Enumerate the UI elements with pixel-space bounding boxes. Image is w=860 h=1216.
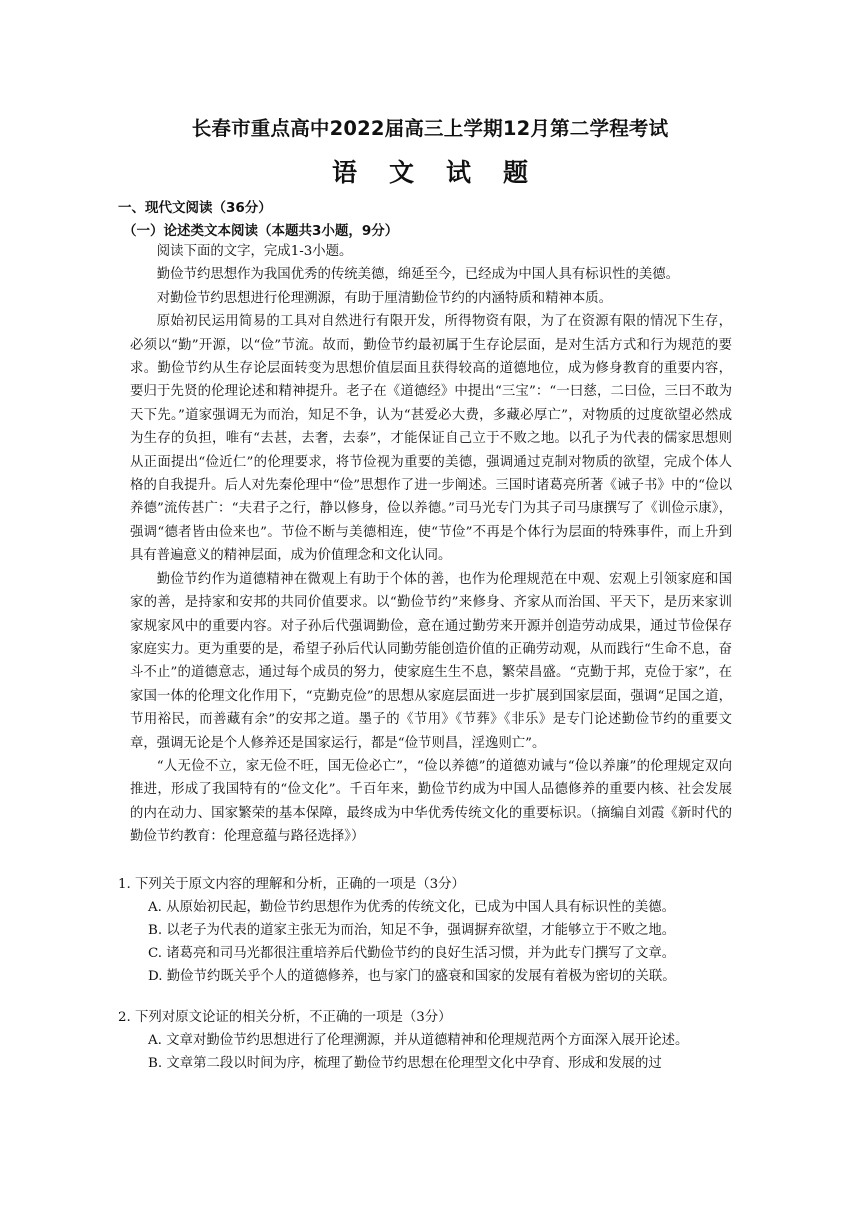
answer-option-b[interactable]: B. 文章第二段以时间为序，梳理了勤俭节约思想在伦理型文化中孕育、形成和发展的过 xyxy=(148,1056,662,1071)
reading-passage xyxy=(130,240,732,849)
passage-paragraph: 勤俭节约作为道德精神在微观上有助于个体的善，也作为伦理规范在中观、宏观上引领家庭和国家的善，是持家和安邦的共同价值要求。以“勤俭节约”来修身、齐家从而治国、平天下，是历来家训家规家风中的重要内容。对子孙后代强调勤俭，意在通过勤劳来开源并创造劳动成果，通过节俭保存家庭实力。更为重要的是，希望子孙后代认同勤劳能创造价值的正确劳动观，从而践行“生命不息，奋斗不止”的道德意志，通过每个成员的努力，使家庭生生不息，繁荣昌盛。“克勤于邦，克俭于家”，在家国一体的伦理文化作用下，“克勤克俭”的思想从家庭层面进一步扩展到国家层面，强调“足国之道，节用裕民，而善藏有余”的安邦之道。墨子的《节用》《节葬》《非乐》是专门论述勤俭节约的重要文章，强调无论是个人修养还是国家运行，都是“俭节则昌，淫逸则亡”。 xyxy=(130,571,732,751)
exam-subtitle: 语文试题 xyxy=(331,158,560,187)
answer-option-b[interactable]: B. 以老子为代表的道家主张无为而治，知足不争，强调摒弃欲望，才能够立于不败之地。 xyxy=(148,923,676,938)
passage-instruction: 阅读下面的文字，完成1-3小题。 xyxy=(156,244,353,259)
exam-title: 长春市重点高中2022届高三上学期12月第二学程考试 xyxy=(191,117,669,140)
passage-paragraph: 原始初民运用简易的工具对自然进行有限开发，所得物资有限，为了在资源有限的情况下生存，必须以“勤”开源，以“俭”节流。故而，勤俭节约最初属于生存论层面，是对生活方式和行为规范的要求。勤俭节约从生存论层面转变为思想价值层面且获得较高的道德地位，成为修身教育的重要内容，要归于先贤的伦理论述和精神提升。老子在《道德经》中提出“三宝”：“一曰慈，二曰俭，三曰不敢为天下先。”道家强调无为而治，知足不争，认为“甚爱必大费，多藏必厚亡”，对物质的过度欲望必然成为生存的负担，唯有“去甚，去奢，去泰”，才能保证自己立于不败之地。以孔子为代表的儒家思想则从正面提出“俭近仁”的伦理要求，将节俭视为重要的美德，强调通过克制对物质的欲望，完成个体人格的自我提升。后人对先秦伦理中“俭”思想作了进一步阐述。三国时诸葛亮所著《诫子书》中的“俭以养德”流传甚广：“夫君子之行，静以修身，俭以养德。”司马光专门为其子司马康撰写了《训俭示康》，强调“德者皆由俭来也”。节俭不断与美德相连，使“节俭”不再是个体行为层面的特殊事件，而上升到具有普遍意义的精神层面，成为价值理念和文化认同。 xyxy=(130,314,732,564)
question-1 xyxy=(118,873,732,988)
question-2 xyxy=(118,1006,732,1075)
section-heading-part1-sub: （一）论述类文本阅读（本题共3小题，9分） xyxy=(123,223,399,239)
answer-option-a[interactable]: A. 文章对勤俭节约思想进行了伦理溯源，并从道德精神和伦理规范两个方面深入展开论述。 xyxy=(148,1033,689,1048)
question-stem: 2. 下列对原文论证的相关分析，不正确的一项是（3分） xyxy=(118,1010,452,1025)
question-stem: 1. 下列关于原文内容的理解和分析，正确的一项是（3分） xyxy=(118,877,465,892)
answer-option-c[interactable]: C. 诸葛亮和司马光都很注重培养后代勤俭节约的良好生活习惯，并为此专门撰写了文章。 xyxy=(148,946,676,961)
answer-option-a[interactable]: A. 从原始初民起，勤俭节约思想作为优秀的传统文化，已成为中国人具有标识性的美德。 xyxy=(148,900,676,915)
passage-paragraph: 对勤俭节约思想进行伦理溯源，有助于厘清勤俭节约的内涵特质和精神本质。 xyxy=(156,290,613,306)
passage-paragraph: 勤俭节约思想作为我国优秀的传统美德，绵延至今，已经成为中国人具有标识性的美德。 xyxy=(156,267,680,283)
answer-option-d[interactable]: D. 勤俭节约既关乎个人的道德修养，也与家门的盛衰和国家的发展有着极为密切的关联。 xyxy=(148,969,676,984)
section-heading-part1: 一、现代文阅读（36分） xyxy=(118,200,272,216)
passage-paragraph: “人无俭不立，家无俭不旺，国无俭必亡”，“俭以养德”的道德劝诫与“俭以养廉”的伦理规定双向推进，形成了我国特有的“俭文化”。千百年来，勤俭节约成为中国人品德修养的重要内核、社会发展的内在动力、国家繁荣的基本保障，最终成为中华优秀传统文化的重要标识。（摘编自刘霞《新时代的勤俭节约教育：伦理意蕴与路径选择》） xyxy=(130,758,732,845)
